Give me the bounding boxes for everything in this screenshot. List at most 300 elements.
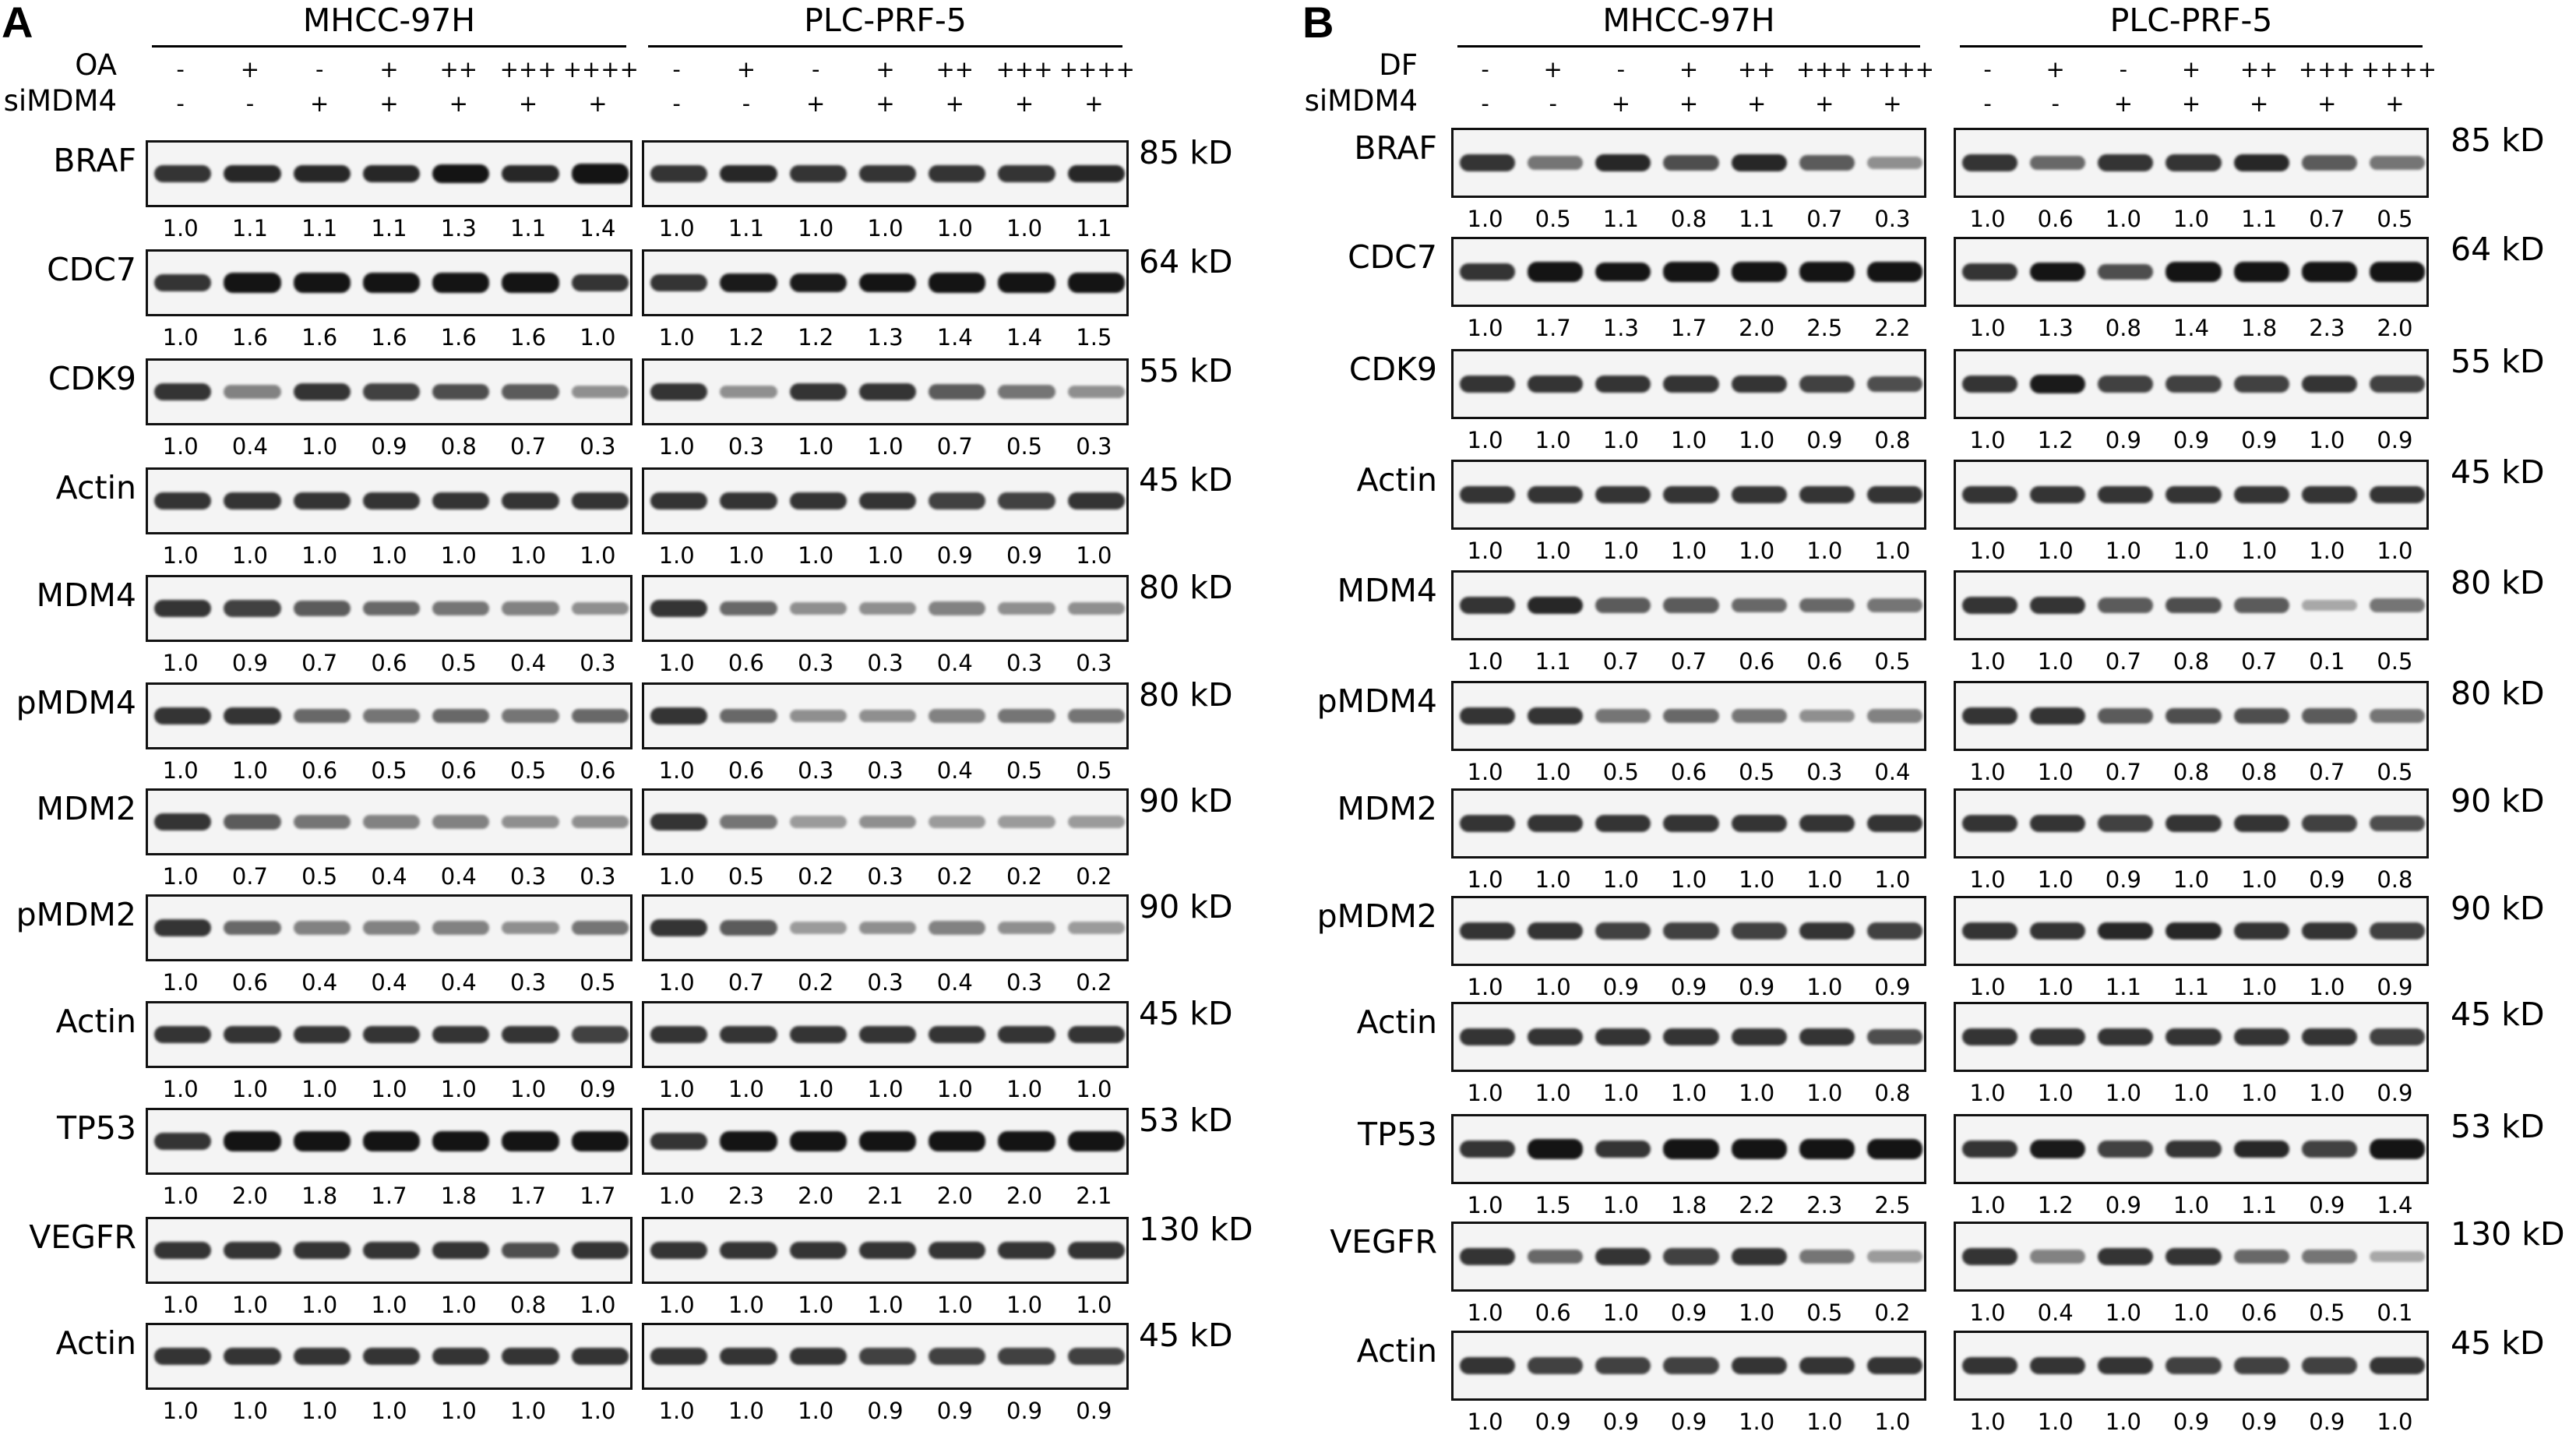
- protein-band: [154, 1026, 211, 1043]
- densitometry-value: 0.5: [728, 863, 764, 890]
- densitometry-value: 1.0: [2037, 1409, 2074, 1435]
- protein-band: [1867, 1029, 1922, 1045]
- densitometry-value: 1.0: [2037, 1080, 2074, 1106]
- protein-band: [1962, 375, 2017, 393]
- protein-band: [2302, 1028, 2357, 1045]
- densitometry-value: 1.0: [1076, 1076, 1112, 1102]
- protein-band: [2165, 815, 2221, 832]
- protein-band: [502, 816, 559, 828]
- densitometry-value: 1.0: [867, 1076, 904, 1102]
- densitometry-value: 0.6: [728, 757, 764, 784]
- protein-band: [2234, 154, 2289, 172]
- protein-band: [720, 165, 777, 183]
- densitometry-value: 2.0: [1006, 1183, 1043, 1209]
- protein-band: [1867, 709, 1922, 722]
- treatment-mark: ++++: [562, 56, 639, 83]
- protein-band: [363, 1348, 420, 1365]
- protein-band: [224, 921, 280, 936]
- protein-band: [1528, 815, 1583, 832]
- protein-band: [1799, 710, 1855, 722]
- protein-band: [929, 816, 985, 828]
- protein-band: [790, 165, 847, 182]
- densitometry-value: 1.0: [1535, 1080, 1571, 1106]
- protein-label: pMDM2: [16, 896, 136, 933]
- blot-strip: [642, 894, 1129, 961]
- protein-band: [2234, 708, 2289, 724]
- densitometry-value: 1.0: [1467, 974, 1503, 1000]
- densitometry-value: 0.7: [2309, 759, 2345, 785]
- protein-band: [572, 709, 629, 724]
- densitometry-value: 0.3: [1076, 433, 1112, 460]
- densitometry-value: 1.5: [1076, 324, 1112, 351]
- densitometry-value: 1.0: [510, 1076, 547, 1102]
- protein-band: [1460, 1141, 1515, 1158]
- treatment-mark: +++: [996, 56, 1053, 83]
- protein-band: [2234, 1141, 2289, 1158]
- densitometry-value: 0.7: [936, 433, 973, 460]
- protein-band: [1595, 598, 1651, 613]
- protein-band: [572, 1131, 629, 1151]
- protein-band: [1528, 156, 1583, 170]
- densitometry-value: 1.0: [1969, 206, 2006, 232]
- densitometry-value: 1.0: [580, 324, 616, 351]
- blot-strip: [1451, 570, 1926, 640]
- molecular-weight-label: 45 kD: [2451, 453, 2545, 491]
- sirna-mark: +: [2113, 90, 2133, 117]
- densitometry-value: 0.9: [231, 650, 268, 676]
- protein-band: [1528, 375, 1583, 393]
- protein-band: [294, 1348, 351, 1365]
- protein-band: [929, 273, 985, 292]
- protein-band: [363, 601, 420, 616]
- densitometry-value: 1.0: [1467, 427, 1503, 453]
- protein-band: [929, 492, 985, 509]
- protein-band: [650, 813, 707, 830]
- treatment-mark: ++: [1737, 56, 1776, 83]
- cell-line-bracket: [1457, 45, 1920, 48]
- protein-band: [363, 1026, 420, 1043]
- protein-band: [432, 709, 489, 724]
- densitometry-value: 0.5: [1874, 648, 1911, 675]
- protein-band: [572, 1242, 629, 1259]
- densitometry-value: 1.0: [867, 433, 904, 460]
- protein-label: Actin: [1356, 461, 1437, 499]
- densitometry-value: 1.0: [1806, 866, 1843, 893]
- densitometry-value: 1.0: [162, 1292, 199, 1318]
- protein-band: [998, 816, 1055, 828]
- protein-band: [572, 274, 629, 291]
- sirna-mark: +: [1611, 90, 1630, 117]
- densitometry-value: 2.1: [867, 1183, 904, 1209]
- protein-band: [1732, 1248, 1787, 1265]
- protein-band: [2165, 262, 2221, 281]
- sirna-mark: -: [245, 90, 255, 117]
- densitometry-value: 1.0: [1467, 1080, 1503, 1106]
- molecular-weight-label: 80 kD: [2451, 675, 2545, 712]
- protein-band: [720, 709, 777, 724]
- protein-band: [998, 602, 1055, 615]
- densitometry-value: 1.0: [658, 542, 695, 569]
- densitometry-value: 1.0: [162, 324, 199, 351]
- densitometry-value: 0.3: [580, 650, 616, 676]
- protein-band: [224, 1131, 280, 1151]
- densitometry-value: 0.1: [2309, 648, 2345, 675]
- blot-strip: [146, 894, 633, 961]
- densitometry-value: 1.4: [2173, 315, 2210, 341]
- densitometry-value: 1.0: [1670, 427, 1707, 453]
- protein-band: [224, 600, 280, 616]
- densitometry-value: 1.0: [580, 1398, 616, 1424]
- protein-band: [2370, 1251, 2425, 1263]
- treatment-mark: -: [315, 56, 324, 83]
- densitometry-value: 0.4: [936, 650, 973, 676]
- densitometry-value: 0.9: [2309, 866, 2345, 893]
- protein-label: pMDM2: [1316, 897, 1437, 935]
- densitometry-value: 1.0: [162, 757, 199, 784]
- protein-band: [1460, 375, 1515, 393]
- treatment-mark: -: [1616, 56, 1626, 83]
- densitometry-value: 0.4: [510, 650, 547, 676]
- densitometry-value: 0.2: [798, 969, 834, 996]
- protein-band: [572, 1026, 629, 1042]
- treatment-mark: ++: [936, 56, 974, 83]
- densitometry-value: 0.3: [1806, 759, 1843, 785]
- treatment-mark: -: [176, 56, 185, 83]
- protein-band: [294, 1131, 351, 1151]
- sirna-mark: -: [672, 90, 681, 117]
- densitometry-value: 0.9: [2173, 1409, 2210, 1435]
- protein-band: [2098, 154, 2153, 171]
- densitometry-value: 0.8: [2105, 315, 2141, 341]
- protein-band: [2030, 815, 2085, 832]
- densitometry-value: 0.9: [1670, 974, 1707, 1000]
- densitometry-value: 0.9: [1806, 427, 1843, 453]
- protein-band: [2098, 598, 2153, 613]
- protein-band: [720, 1131, 777, 1151]
- protein-band: [650, 1133, 707, 1150]
- molecular-weight-label: 85 kD: [1139, 134, 1233, 171]
- protein-band: [224, 814, 280, 830]
- protein-band: [790, 1131, 847, 1151]
- protein-band: [650, 274, 707, 291]
- protein-band: [1962, 597, 2017, 614]
- blot-strip: [1954, 237, 2429, 307]
- protein-band: [1732, 922, 1787, 939]
- protein-band: [2370, 262, 2425, 281]
- protein-band: [2030, 263, 2085, 281]
- protein-band: [502, 165, 559, 183]
- protein-band: [1663, 486, 1718, 503]
- protein-band: [154, 1348, 211, 1365]
- densitometry-value: 1.8: [2241, 315, 2278, 341]
- densitometry-value: 0.6: [1670, 759, 1707, 785]
- protein-band: [1962, 815, 2017, 832]
- densitometry-value: 1.0: [162, 863, 199, 890]
- protein-label: Actin: [55, 1003, 136, 1040]
- protein-band: [224, 1348, 280, 1365]
- densitometry-value: 1.0: [2173, 206, 2210, 232]
- densitometry-value: 1.0: [1535, 427, 1571, 453]
- densitometry-value: 1.0: [1969, 759, 2006, 785]
- protein-band: [1595, 1028, 1651, 1045]
- densitometry-value: 1.0: [2105, 538, 2141, 564]
- protein-label: Actin: [1356, 1332, 1437, 1370]
- blot-strip: [1451, 128, 1926, 198]
- protein-band: [1867, 157, 1922, 169]
- densitometry-value: 1.0: [1602, 1192, 1639, 1218]
- protein-band: [1962, 1248, 2017, 1265]
- protein-band: [650, 383, 707, 400]
- blot-strip: [1451, 1002, 1926, 1072]
- densitometry-value: 1.2: [2037, 1192, 2074, 1218]
- protein-band: [2302, 815, 2357, 831]
- protein-band: [1460, 922, 1515, 940]
- protein-band: [154, 274, 211, 291]
- densitometry-value: 0.5: [371, 757, 407, 784]
- protein-band: [2370, 922, 2425, 939]
- protein-band: [1595, 1248, 1651, 1265]
- protein-band: [2370, 486, 2425, 503]
- protein-band: [363, 709, 420, 723]
- protein-label: MDM2: [36, 790, 136, 827]
- densitometry-value: 1.0: [1467, 315, 1503, 341]
- cell-line-header: MHCC-97H: [302, 2, 476, 39]
- blot-strip: [642, 788, 1129, 855]
- densitometry-value: 1.0: [2173, 1080, 2210, 1106]
- protein-band: [1732, 598, 1787, 613]
- densitometry-value: 1.0: [728, 1076, 764, 1102]
- protein-label: TP53: [57, 1109, 136, 1147]
- protein-band: [502, 384, 559, 400]
- protein-band: [154, 1133, 211, 1150]
- protein-band: [1528, 1357, 1583, 1373]
- protein-band: [790, 1242, 847, 1259]
- protein-label: Actin: [55, 469, 136, 506]
- protein-band: [2165, 598, 2221, 613]
- densitometry-value: 1.0: [301, 542, 338, 569]
- protein-band: [1528, 1139, 1583, 1158]
- molecular-weight-label: 55 kD: [2451, 343, 2545, 380]
- densitometry-value: 1.0: [1535, 538, 1571, 564]
- molecular-weight-label: 64 kD: [2451, 231, 2545, 268]
- protein-band: [1663, 598, 1718, 613]
- sirna-mark: +: [806, 90, 826, 117]
- densitometry-value: 0.3: [580, 433, 616, 460]
- densitometry-value: 1.0: [658, 433, 695, 460]
- protein-band: [720, 1026, 777, 1043]
- densitometry-value: 1.0: [2105, 1299, 2141, 1326]
- sirna-mark: +: [588, 90, 608, 117]
- protein-band: [1962, 1141, 2017, 1158]
- protein-band: [790, 273, 847, 292]
- protein-band: [1663, 1248, 1718, 1264]
- densitometry-value: 1.0: [1670, 866, 1707, 893]
- protein-band: [363, 273, 420, 292]
- protein-band: [1663, 1357, 1718, 1373]
- protein-band: [2030, 707, 2085, 725]
- protein-band: [859, 492, 916, 509]
- densitometry-value: 0.5: [301, 863, 338, 890]
- densitometry-value: 1.0: [301, 433, 338, 460]
- densitometry-value: 0.1: [2377, 1299, 2413, 1326]
- protein-band: [1068, 492, 1125, 509]
- densitometry-value: 0.2: [1006, 863, 1043, 890]
- protein-band: [154, 165, 211, 182]
- densitometry-value: 0.6: [371, 650, 407, 676]
- protein-band: [1595, 1141, 1651, 1158]
- densitometry-value: 1.0: [1969, 315, 2006, 341]
- protein-band: [1595, 263, 1651, 281]
- densitometry-value: 0.9: [936, 542, 973, 569]
- treatment-mark: ++: [2239, 56, 2278, 83]
- densitometry-value: 1.0: [658, 1398, 695, 1424]
- sirna-mark: +: [1679, 90, 1699, 117]
- densitometry-value: 1.1: [1076, 215, 1112, 242]
- densitometry-value: 1.0: [1467, 1299, 1503, 1326]
- protein-band: [2098, 815, 2153, 831]
- protein-band: [998, 492, 1055, 509]
- treatment-mark: +: [2046, 56, 2065, 83]
- densitometry-value: 1.0: [2037, 648, 2074, 675]
- protein-band: [2098, 486, 2153, 503]
- protein-band: [1068, 1348, 1125, 1364]
- densitometry-value: 0.9: [2309, 1192, 2345, 1218]
- densitometry-value: 0.4: [440, 863, 477, 890]
- densitometry-value: 1.0: [728, 1398, 764, 1424]
- densitometry-value: 1.0: [2105, 206, 2141, 232]
- protein-band: [294, 1242, 351, 1259]
- sirna-mark: -: [176, 90, 185, 117]
- treatment-mark: +: [736, 56, 756, 83]
- densitometry-value: 1.4: [580, 215, 616, 242]
- densitometry-value: 1.0: [728, 542, 764, 569]
- molecular-weight-label: 90 kD: [2451, 890, 2545, 927]
- densitometry-value: 1.0: [2309, 1080, 2345, 1106]
- densitometry-value: 0.4: [936, 757, 973, 784]
- protein-band: [998, 165, 1055, 182]
- protein-band: [1595, 154, 1651, 172]
- blot-strip: [642, 575, 1129, 642]
- densitometry-value: 0.3: [580, 863, 616, 890]
- densitometry-value: 1.7: [1670, 315, 1707, 341]
- protein-band: [1068, 1131, 1125, 1151]
- blot-strip: [642, 1323, 1129, 1390]
- densitometry-value: 1.0: [2309, 427, 2345, 453]
- protein-band: [1732, 486, 1787, 503]
- protein-band: [432, 921, 489, 934]
- protein-band: [929, 1131, 985, 1151]
- densitometry-value: 1.0: [2241, 974, 2278, 1000]
- densitometry-value: 1.0: [2377, 1409, 2413, 1435]
- protein-label: TP53: [1358, 1116, 1437, 1153]
- protein-band: [998, 273, 1055, 292]
- protein-band: [224, 1242, 280, 1259]
- densitometry-value: 1.3: [867, 324, 904, 351]
- protein-band: [2234, 262, 2289, 281]
- densitometry-value: 1.0: [1739, 427, 1775, 453]
- protein-band: [1663, 375, 1718, 393]
- protein-band: [1732, 1139, 1787, 1158]
- cell-line-bracket: [1960, 45, 2423, 48]
- densitometry-value: 1.0: [658, 1183, 695, 1209]
- protein-band: [2165, 922, 2221, 940]
- densitometry-value: 2.0: [1739, 315, 1775, 341]
- protein-band: [224, 707, 280, 725]
- protein-band: [859, 273, 916, 292]
- protein-band: [1595, 375, 1651, 393]
- sirna-mark: +: [1014, 90, 1034, 117]
- protein-band: [1962, 154, 2017, 171]
- densitometry-value: 1.0: [162, 542, 199, 569]
- densitometry-value: 1.3: [2037, 315, 2074, 341]
- densitometry-value: 2.2: [1874, 315, 1911, 341]
- protein-band: [1867, 376, 1922, 392]
- blot-strip: [1451, 1114, 1926, 1184]
- densitometry-value: 0.4: [440, 969, 477, 996]
- protein-band: [502, 601, 559, 615]
- densitometry-value: 2.1: [1076, 1183, 1112, 1209]
- protein-band: [1460, 597, 1515, 614]
- densitometry-value: 0.3: [1874, 206, 1911, 232]
- molecular-weight-label: 80 kD: [2451, 564, 2545, 601]
- densitometry-value: 2.3: [2309, 315, 2345, 341]
- blot-strip: [642, 467, 1129, 534]
- protein-band: [790, 383, 847, 400]
- protein-band: [720, 273, 777, 292]
- densitometry-value: 0.9: [1006, 542, 1043, 569]
- protein-band: [572, 1348, 629, 1365]
- protein-band: [1528, 597, 1583, 615]
- protein-band: [432, 492, 489, 509]
- densitometry-value: 0.8: [2241, 759, 2278, 785]
- protein-band: [790, 1026, 847, 1043]
- densitometry-value: 1.0: [658, 757, 695, 784]
- densitometry-value: 0.9: [1535, 1409, 1571, 1435]
- densitometry-value: 0.2: [798, 863, 834, 890]
- protein-band: [790, 492, 847, 509]
- densitometry-value: 0.8: [510, 1292, 547, 1318]
- densitometry-value: 1.0: [1467, 1409, 1503, 1435]
- densitometry-value: 1.0: [1467, 759, 1503, 785]
- densitometry-value: 1.1: [1602, 206, 1639, 232]
- densitometry-value: 1.0: [162, 1183, 199, 1209]
- protein-band: [1460, 707, 1515, 725]
- densitometry-value: 1.0: [658, 215, 695, 242]
- protein-label: BRAF: [1354, 129, 1437, 167]
- protein-band: [1663, 155, 1718, 171]
- protein-band: [2165, 1141, 2221, 1158]
- densitometry-value: 1.0: [728, 1292, 764, 1318]
- protein-band: [294, 1026, 351, 1043]
- densitometry-value: 0.5: [2377, 648, 2413, 675]
- molecular-weight-label: 55 kD: [1139, 352, 1233, 390]
- molecular-weight-label: 90 kD: [1139, 888, 1233, 926]
- protein-label: pMDM4: [16, 684, 136, 721]
- protein-band: [650, 919, 707, 936]
- densitometry-value: 0.6: [1739, 648, 1775, 675]
- densitometry-value: 1.1: [2241, 206, 2278, 232]
- densitometry-value: 0.4: [1874, 759, 1911, 785]
- densitometry-value: 0.3: [867, 757, 904, 784]
- densitometry-value: 1.0: [2037, 974, 2074, 1000]
- panel-letter: A: [2, 0, 33, 47]
- protein-band: [1962, 486, 2017, 503]
- molecular-weight-label: 90 kD: [2451, 782, 2545, 820]
- densitometry-value: 0.9: [2377, 427, 2413, 453]
- protein-band: [2030, 375, 2085, 393]
- densitometry-value: 1.1: [371, 215, 407, 242]
- densitometry-value: 1.0: [1076, 1292, 1112, 1318]
